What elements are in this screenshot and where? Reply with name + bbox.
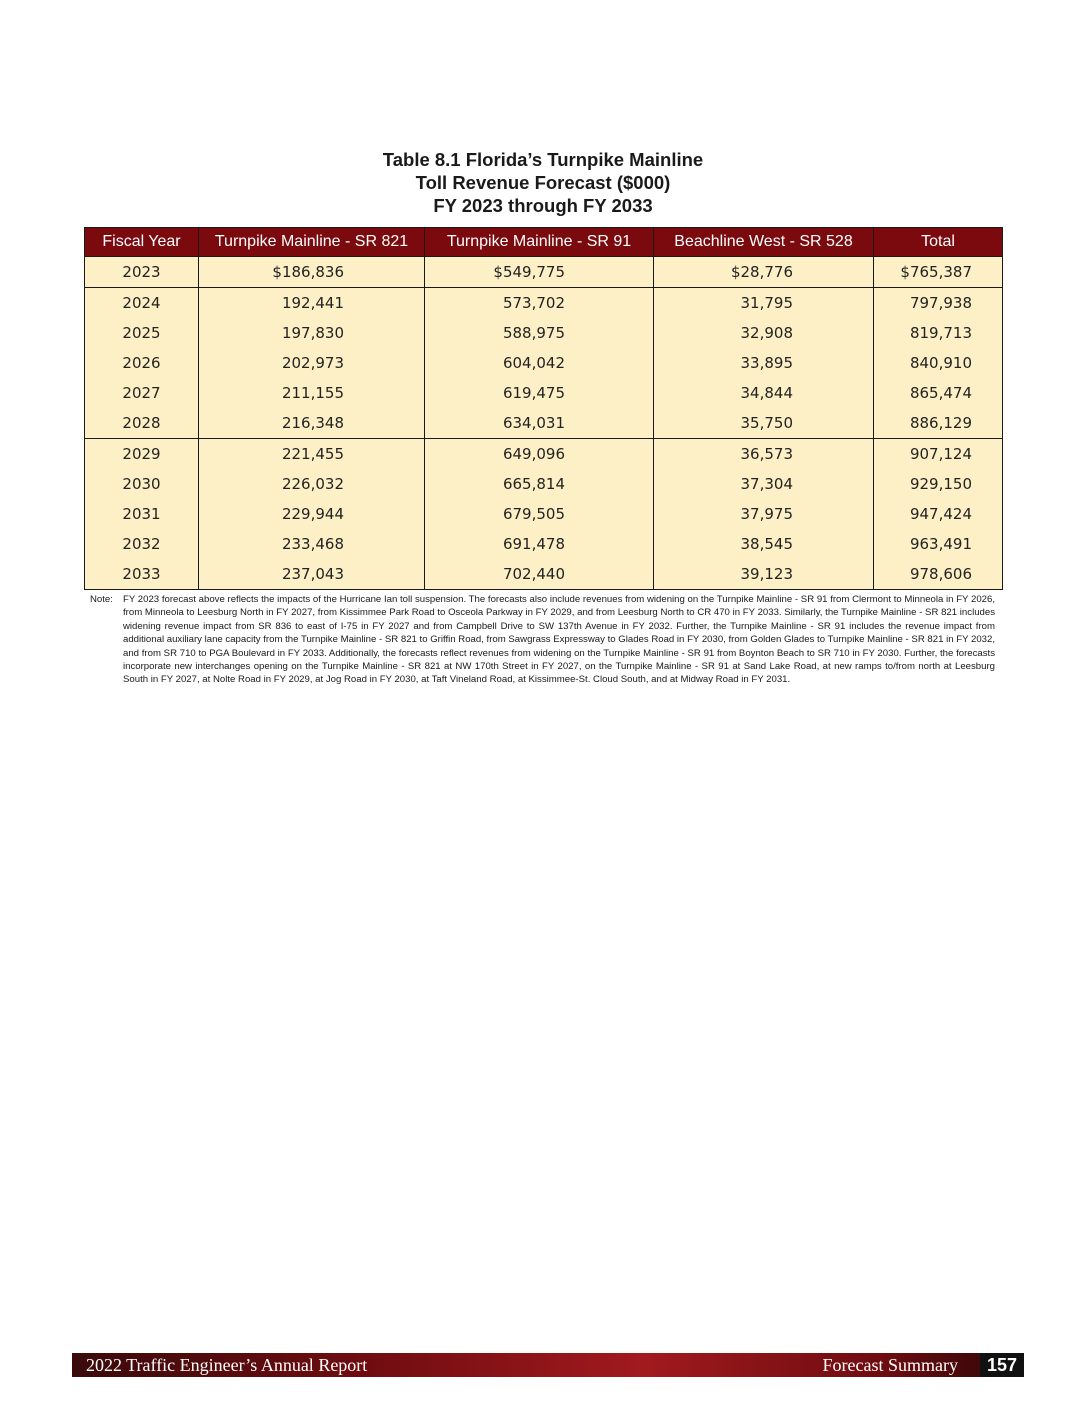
- cell-year: 2023: [85, 257, 199, 288]
- title-line-2: Toll Revenue Forecast ($000): [415, 172, 671, 193]
- cell-year: 2028: [85, 408, 199, 439]
- cell-sr-528: 33,895: [654, 348, 874, 378]
- cell-sr-821: 197,830: [199, 318, 425, 348]
- cell-sr-821: 221,455: [199, 439, 425, 470]
- cell-total: 819,713: [874, 318, 1003, 348]
- cell-sr-528: 31,795: [654, 288, 874, 319]
- cell-sr-91: 649,096: [425, 439, 654, 470]
- cell-sr-821: 233,468: [199, 529, 425, 559]
- cell-total: 797,938: [874, 288, 1003, 319]
- cell-sr-91: 665,814: [425, 469, 654, 499]
- cell-sr-821: 192,441: [199, 288, 425, 319]
- cell-year: 2025: [85, 318, 199, 348]
- footer-section-title: Forecast Summary: [822, 1355, 958, 1375]
- header-total: Total: [874, 228, 1003, 257]
- title-line-1: Table 8.1 Florida’s Turnpike Mainline: [382, 149, 704, 170]
- note-label: Note:: [90, 594, 113, 605]
- cell-sr-821: $186,836: [199, 257, 425, 288]
- cell-year: 2029: [85, 439, 199, 470]
- table-row: [85, 378, 1003, 408]
- header-fiscal-year: Fiscal Year: [85, 228, 199, 257]
- cell-sr-821: 229,944: [199, 499, 425, 529]
- cell-sr-91: 691,478: [425, 529, 654, 559]
- table-row: [85, 559, 1003, 590]
- cell-sr-528: 39,123: [654, 559, 874, 590]
- cell-sr-821: 216,348: [199, 408, 425, 439]
- cell-total: 907,124: [874, 439, 1003, 470]
- revenue-forecast-table: [84, 227, 1003, 590]
- cell-year: 2026: [85, 348, 199, 378]
- cell-year: 2024: [85, 288, 199, 319]
- table-row: [85, 257, 1003, 288]
- cell-total: 978,606: [874, 559, 1003, 590]
- cell-sr-528: $28,776: [654, 257, 874, 288]
- cell-sr-821: 202,973: [199, 348, 425, 378]
- cell-sr-528: 35,750: [654, 408, 874, 439]
- cell-sr-528: 37,975: [654, 499, 874, 529]
- table-row: [85, 499, 1003, 529]
- cell-sr-91: 573,702: [425, 288, 654, 319]
- cell-sr-821: 211,155: [199, 378, 425, 408]
- cell-year: 2032: [85, 529, 199, 559]
- cell-sr-528: 32,908: [654, 318, 874, 348]
- note-text: FY 2023 forecast above reflects the impacts of the Hurricane Ian toll suspension. The forecasts also include revenues from widening on the Turnpike Mainline - SR 91 from Clermont to Minneola in FY 2026, from Minneola to Leesburg North in FY 2027, from Kissimmee Park Road to Osceola Parkway in FY 2029, and from Leesburg North to CR 470 in FY 2033. Similarly, the Turnpike Mainline - SR 821 includes widening revenue impact from SR 836 to east of I-75 in FY 2027 and from Campbell Drive to SW 137th Avenue in FY 2032. Further, the Turnpike Mainline - SR 91 includes the revenue impact from additional auxiliary lane capacity from the Turnpike Mainline - SR 821 to Griffin Road, from Sawgrass Expressway to Glades Road in FY 2030, from Golden Glades to Turnpike Mainline - SR 821 in FY 2032, and from SR 710 to PGA Boulevard in FY 2033. Additionally, the forecasts reflect revenues from widening on the Turnpike Mainline - SR 91 from Boynton Beach to SR 710 in FY 2030. Further, the forecasts incorporate new interchanges opening on the Turnpike Mainline - SR 821 at NW 170th Street in FY 2027, on the Turnpike Mainline - SR 91 at Sand Lake Road, at new ramps to/from north at Leesburg South in FY 2027, at Nolte Road in FY 2029, at Jog Road in FY 2030, at Taft Vineland Road, at Kissimmee-St. Cloud South, and at Midway Road in FY 2031.: [123, 594, 995, 686]
- cell-total: 947,424: [874, 499, 1003, 529]
- table-row: [85, 348, 1003, 378]
- cell-sr-528: 34,844: [654, 378, 874, 408]
- cell-sr-528: 38,545: [654, 529, 874, 559]
- header-sr-91: Turnpike Mainline - SR 91: [425, 228, 654, 257]
- footer-report-title: 2022 Traffic Engineer’s Annual Report: [86, 1355, 368, 1375]
- page-footer: [72, 1353, 1024, 1377]
- cell-total: 929,150: [874, 469, 1003, 499]
- title-line-3: FY 2023 through FY 2033: [433, 195, 653, 216]
- table-row: [85, 529, 1003, 559]
- table-header-row: [85, 228, 1003, 257]
- cell-sr-528: 36,573: [654, 439, 874, 470]
- cell-year: 2030: [85, 469, 199, 499]
- table-row: [85, 408, 1003, 439]
- cell-total: 840,910: [874, 348, 1003, 378]
- cell-year: 2031: [85, 499, 199, 529]
- cell-sr-91: 619,475: [425, 378, 654, 408]
- cell-total: 865,474: [874, 378, 1003, 408]
- page-number: 157: [980, 1353, 1024, 1377]
- cell-sr-91: $549,775: [425, 257, 654, 288]
- cell-sr-91: 588,975: [425, 318, 654, 348]
- cell-sr-528: 37,304: [654, 469, 874, 499]
- table-row: [85, 318, 1003, 348]
- cell-sr-91: 702,440: [425, 559, 654, 590]
- table-row: [85, 439, 1003, 470]
- header-sr-821: Turnpike Mainline - SR 821: [199, 228, 425, 257]
- table-row: [85, 469, 1003, 499]
- cell-sr-91: 634,031: [425, 408, 654, 439]
- cell-sr-91: 679,505: [425, 499, 654, 529]
- cell-sr-91: 604,042: [425, 348, 654, 378]
- cell-year: 2033: [85, 559, 199, 590]
- cell-total: 886,129: [874, 408, 1003, 439]
- header-sr-528: Beachline West - SR 528: [654, 228, 874, 257]
- table-note: [90, 593, 995, 687]
- cell-year: 2027: [85, 378, 199, 408]
- cell-sr-821: 237,043: [199, 559, 425, 590]
- cell-total: $765,387: [874, 257, 1003, 288]
- table-row: [85, 288, 1003, 319]
- table-title: [84, 148, 1002, 217]
- cell-sr-821: 226,032: [199, 469, 425, 499]
- cell-total: 963,491: [874, 529, 1003, 559]
